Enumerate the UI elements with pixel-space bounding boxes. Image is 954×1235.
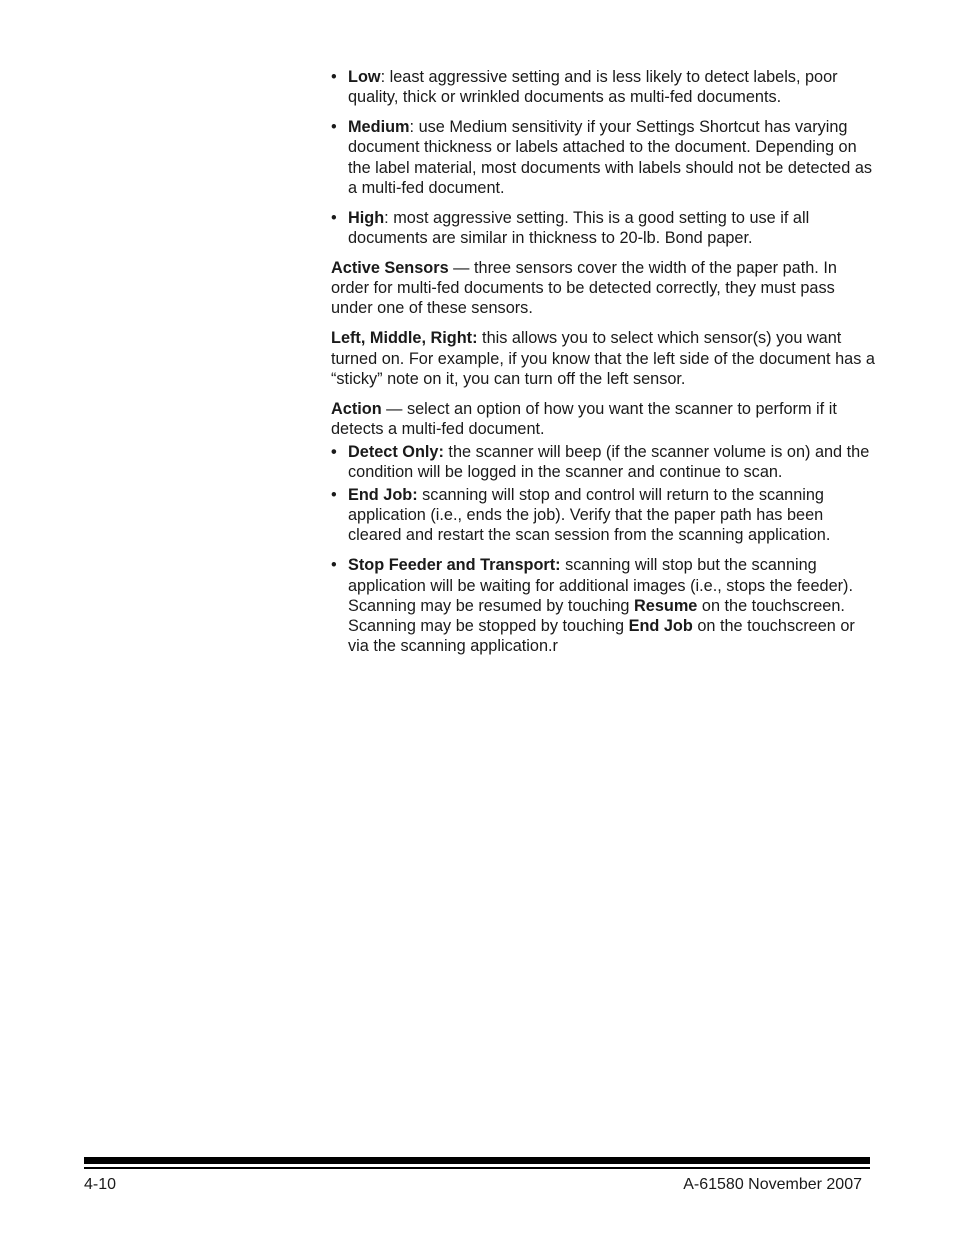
desc-action: — select an option of how you want the scanner to perform if it detects a multi-fed document.	[331, 399, 837, 438]
bullet-marker: •	[331, 68, 337, 86]
term-resume: Resume	[634, 596, 698, 615]
bullet-detect-only	[331, 442, 876, 483]
desc-stop-feeder-3: on the touchscreen or via the scanning application.r	[348, 617, 855, 656]
term-end-job-inline: End Job	[628, 617, 693, 636]
term-left-middle-right: Left, Middle, Right:	[331, 329, 478, 348]
desc-high: : most aggressive setting. This is a good setting to use if all documents are similar in thickness to 20-lb. Bond paper.	[348, 208, 810, 248]
bullet-marker: •	[331, 485, 337, 504]
desc-active-sensors: — three sensors cover the width of the paper path. In order for multi-fed documents to be detected correctly, they must pass under one of these sensors.	[331, 258, 837, 318]
term-low: Low	[348, 68, 381, 86]
footer-rule-thick	[84, 1157, 870, 1164]
desc-low: : least aggressive setting and is less likely to detect labels, poor quality, thick or wrinkled documents as multi-fed documents.	[348, 68, 838, 107]
footer-rule-thin	[84, 1167, 870, 1169]
document-info: A-61580 November 2007	[683, 1176, 862, 1193]
bullet-end-job	[331, 485, 876, 546]
para-active-sensors	[331, 258, 876, 319]
bullet-marker: •	[331, 208, 337, 227]
bullet-low	[331, 67, 876, 108]
term-action: Action	[331, 399, 382, 418]
para-left-middle-right	[331, 328, 876, 389]
term-end-job: End Job:	[348, 485, 418, 504]
desc-end-job: scanning will stop and control will return to the scanning application (i.e., ends the job). Verify that the paper path has been cleared and restart the scan session from the scanning application.	[348, 485, 831, 545]
bullet-marker: •	[331, 118, 337, 137]
bullet-marker: •	[331, 556, 337, 575]
desc-detect-only: the scanner will beep (if the scanner volume is on) and the condition will be logged in the scanner and continue to scan.	[348, 442, 870, 482]
page-number: 4-10	[84, 1176, 117, 1193]
term-medium: Medium	[348, 118, 410, 137]
desc-medium: : use Medium sensitivity if your Settings Shortcut has varying document thickness or labels attached to the document. Depending on the label material, most documents with labels should not be detected as a multi-fed document.	[348, 118, 873, 197]
desc-stop-feeder-1: scanning will stop but the scanning application will be waiting for additional images (i.e., stops the feeder). Scanning may be resumed by touching	[348, 556, 853, 615]
term-active-sensors: Active Sensors	[331, 258, 449, 277]
page-content	[331, 67, 876, 657]
desc-left-middle-right: this allows you to select which sensor(s) you want turned on. For example, if you know that the left side of the document has a “sticky” note on it, you can turn off the left sensor.	[331, 329, 875, 388]
term-high: High	[348, 208, 385, 227]
bullet-marker: •	[331, 442, 337, 461]
para-action	[331, 399, 876, 440]
bullet-medium	[331, 117, 876, 198]
term-detect-only: Detect Only:	[348, 442, 444, 461]
term-stop-feeder: Stop Feeder and Transport:	[348, 556, 561, 575]
desc-stop-feeder-2: on the touchscreen. Scanning may be stopped by touching	[348, 596, 845, 636]
bullet-high	[331, 208, 876, 249]
bullet-stop-feeder	[331, 555, 876, 656]
